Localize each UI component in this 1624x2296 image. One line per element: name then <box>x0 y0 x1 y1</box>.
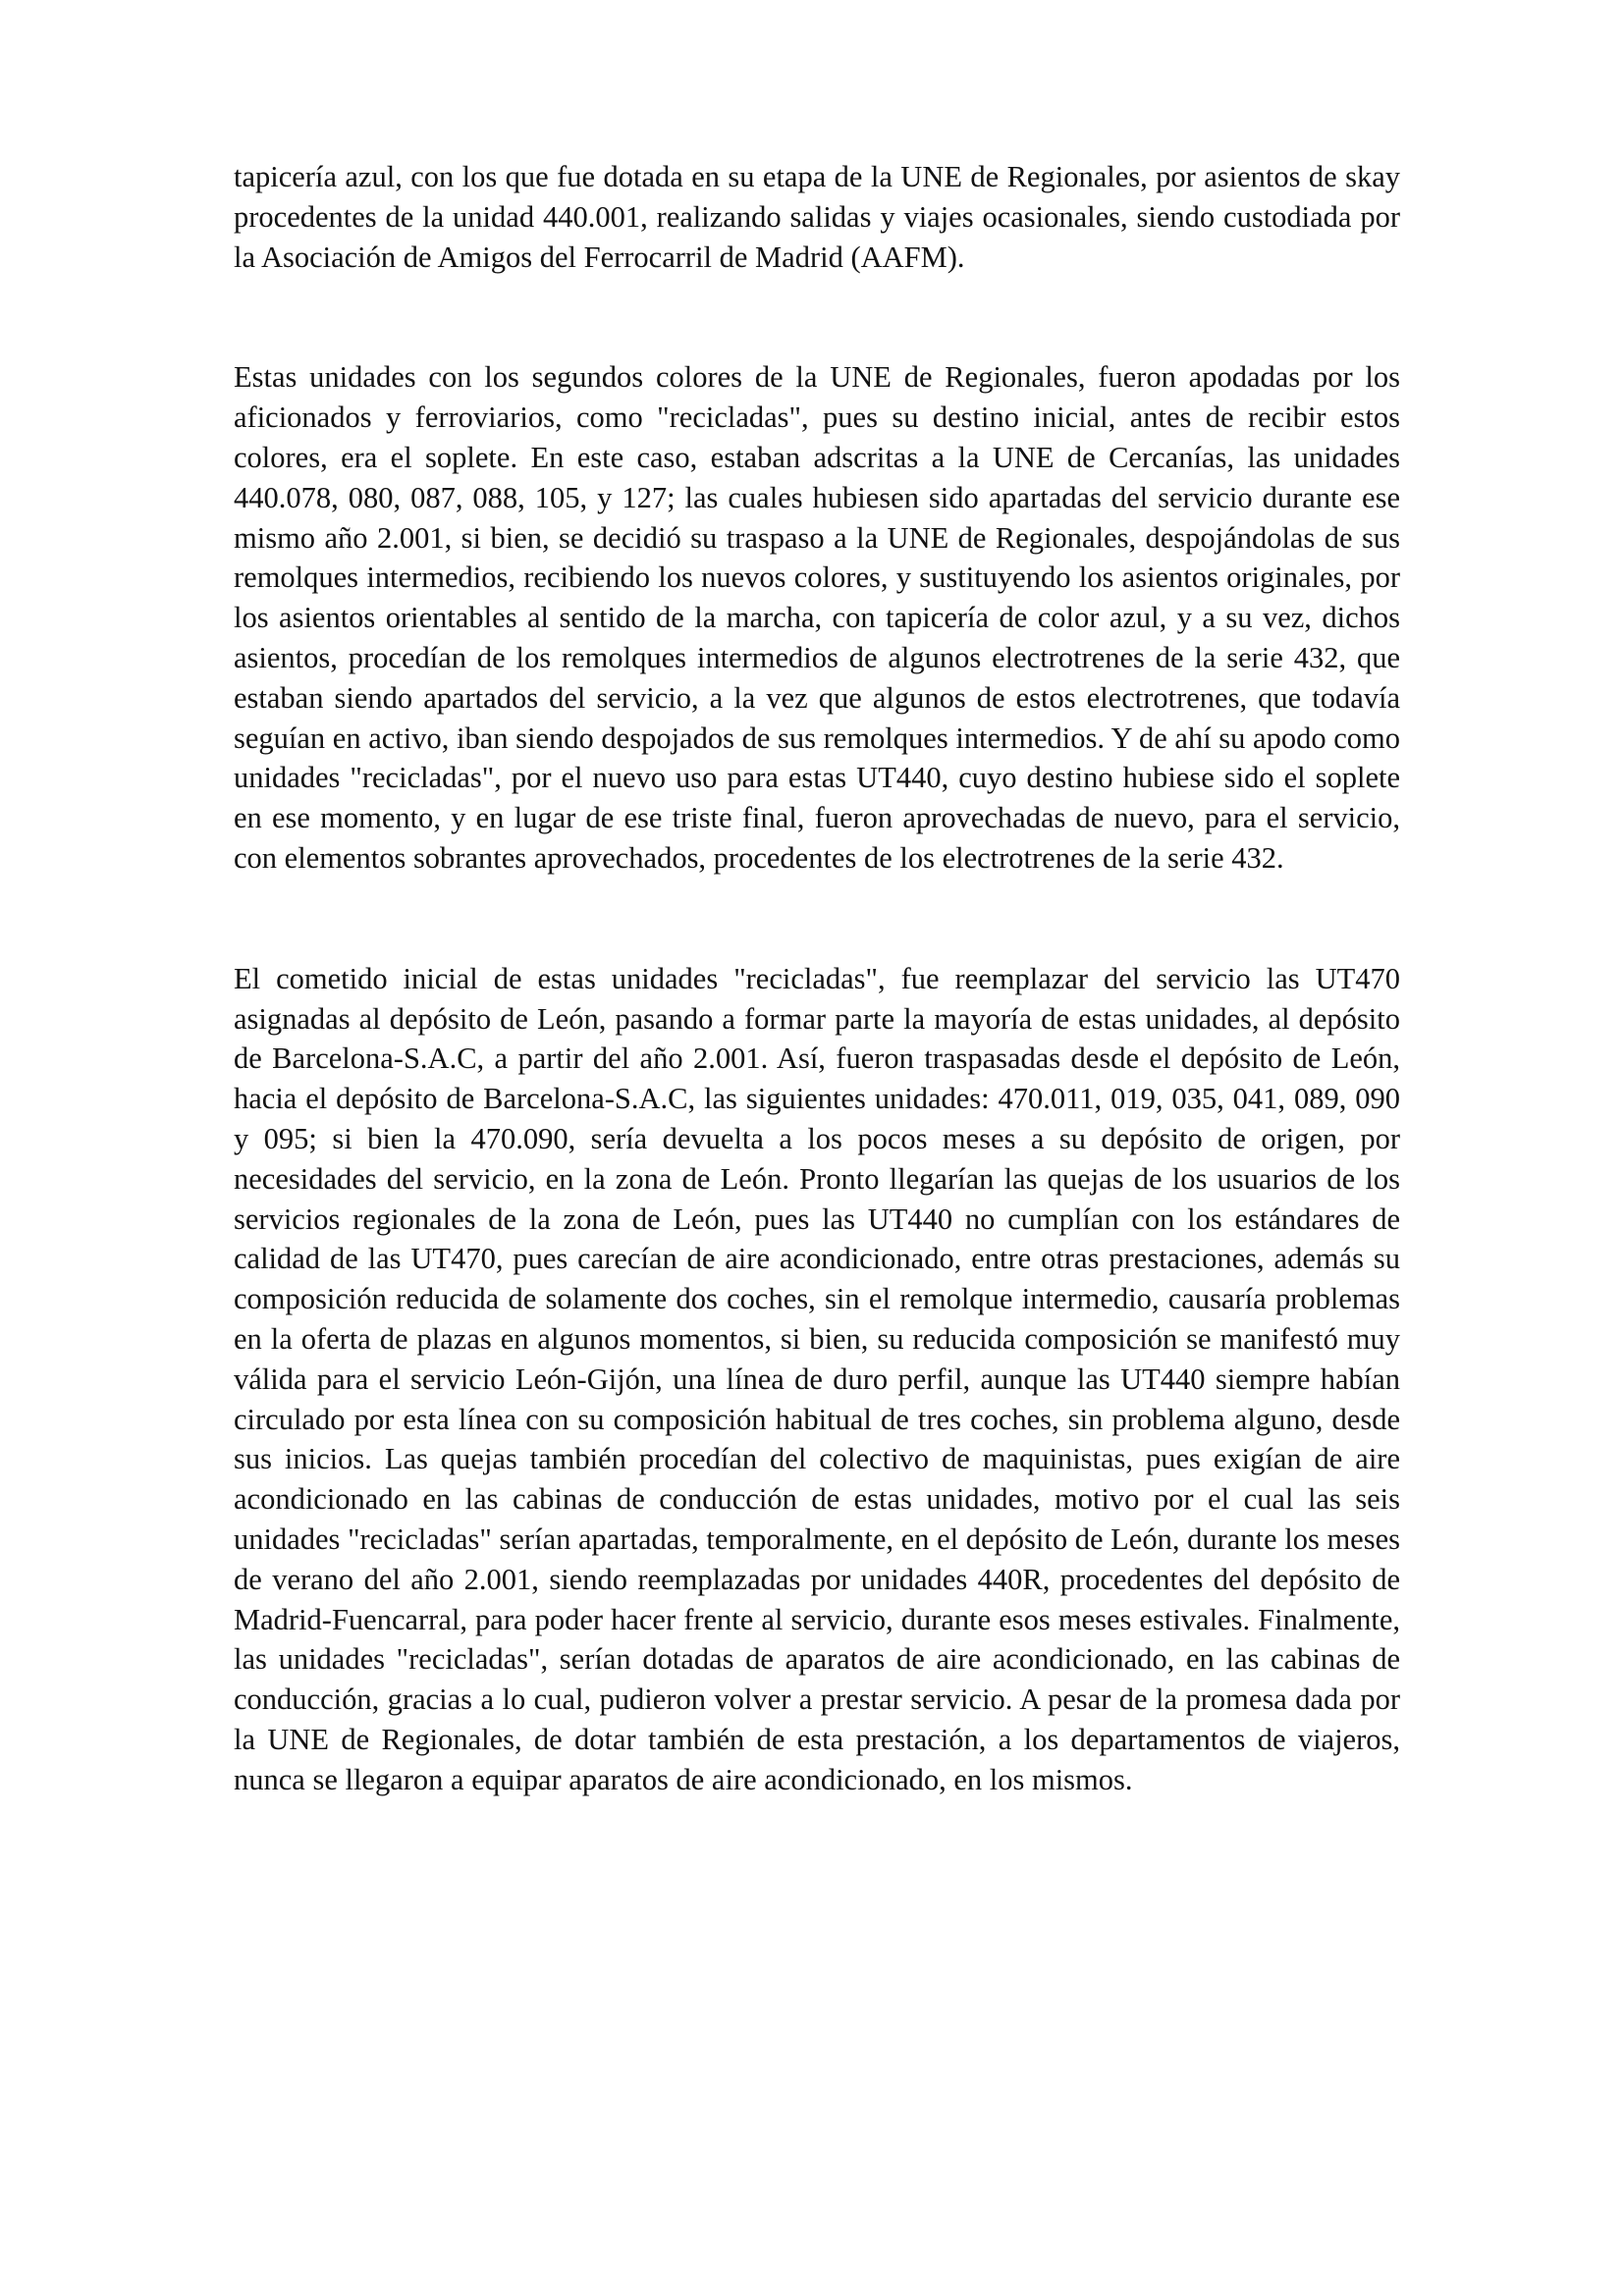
paragraph-1: tapicería azul, con los que fue dotada en su etapa de la UNE de Regionales, por asientos de skay procedentes de la unidad 440.001, realizando salidas y viajes ocasionales, siendo custodiada por la Asociación de Amigos del Ferrocarril de Madrid (AAFM). <box>234 160 1400 274</box>
document-body <box>234 157 1400 1799</box>
paragraph-3: El cometido inicial de estas unidades "recicladas", fue reemplazar del servicio las UT470 asignadas al depósito de León, pasando a formar parte la mayoría de estas unidades, al depósito de Barcelona-S.A.C, a partir del año 2.001. Así, fueron traspasadas desde el depósito de León, hacia el depósito de Barcelona-S.A.C, las siguientes unidades: 470.011, 019, 035, 041, 089, 090 y 095; si bien la 470.090, sería devuelta a los pocos meses a su depósito de origen, por necesidades del servicio, en la zona de León. Pronto llegarían las quejas de los usuarios de los servicios regionales de la zona de León, pues las UT440 no cumplían con los estándares de calidad de las UT470, pues carecían de aire acondicionado, entre otras prestaciones, además su composición reducida de solamente dos coches, sin el remolque intermedio, causaría problemas en la oferta de plazas en algunos momentos, si bien, su reducida composición se manifestó muy válida para el servicio León-Gijón, una línea de duro perfil, aunque las UT440 siempre habían circulado por esta línea con su composición habitual de tres coches, sin problema alguno, desde sus inicios. Las quejas también procedían del colectivo de maquinistas, pues exigían de aire acondicionado en las cabinas de conducción de estas unidades, motivo por el cual las seis unidades "recicladas" serían apartadas, temporalmente, en el depósito de León, durante los meses de verano del año 2.001, siendo reemplazadas por unidades 440R, procedentes del depósito de Madrid-Fuencarral, para poder hacer frente al servicio, durante esos meses estivales. Finalmente, las unidades "recicladas", serían dotadas de aparatos de aire acondicionado, en las cabinas de conducción, gracias a lo cual, pudieron volver a prestar servicio. A pesar de la promesa dada por la UNE de Regionales, de dotar también de esta prestación, a los departamentos de viajeros, nunca se llegaron a equipar aparatos de aire acondicionado, en los mismos. <box>234 961 1400 1796</box>
paragraph-2: Estas unidades con los segundos colores de la UNE de Regionales, fueron apodadas por los aficionados y ferroviarios, como "recicladas", pues su destino inicial, antes de recibir estos colores, era el soplete. En este caso, estaban adscritas a la UNE de Cercanías, las unidades 440.078, 080, 087, 088, 105, y 127; las cuales hubiesen sido apartadas del servicio durante ese mismo año 2.001, si bien, se decidió su traspaso a la UNE de Regionales, despojándolas de sus remolques intermedios, recibiendo los nuevos colores, y sustituyendo los asientos originales, por los asientos orientables al sentido de la marcha, con tapicería de color azul, y a su vez, dichos asientos, procedían de los remolques intermedios de algunos electrotrenes de la serie 432, que estaban siendo apartados del servicio, a la vez que algunos de estos electrotrenes, que todavía seguían en activo, iban siendo despojados de sus remolques intermedios. Y de ahí su apodo como unidades "recicladas", por el nuevo uso para estas UT440, cuyo destino hubiese sido el soplete en ese momento, y en lugar de ese triste final, fueron aprovechadas de nuevo, para el servicio, con elementos sobrantes aprovechados, procedentes de los electrotrenes de la serie 432. <box>234 360 1400 875</box>
